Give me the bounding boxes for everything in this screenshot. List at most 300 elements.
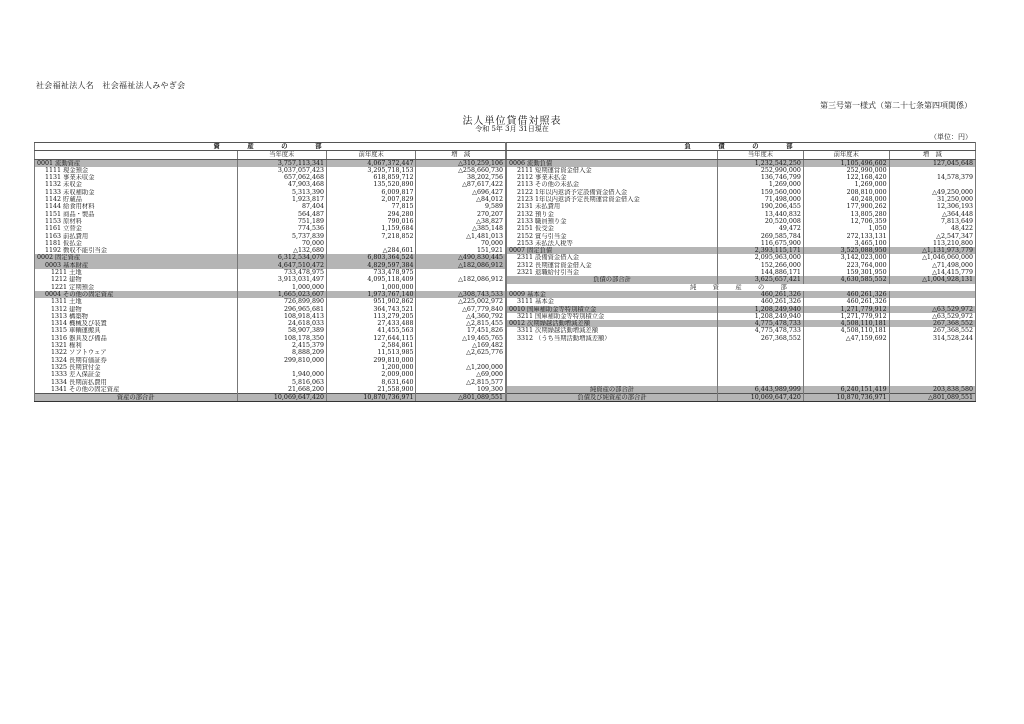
current-value: 267,368,552	[718, 335, 804, 342]
previous-value: 6,009,817	[327, 189, 416, 196]
current-value	[718, 349, 804, 356]
current-value: 49,472	[718, 225, 804, 232]
previous-value: 8,631,640	[327, 379, 416, 386]
previous-value: 1,269,000	[803, 181, 889, 188]
table-row	[35, 269, 506, 276]
current-value: 159,560,000	[718, 189, 804, 196]
current-value: 460,261,326	[718, 291, 804, 298]
account-name: 1313 構築物	[35, 313, 238, 320]
current-value: 3,625,657,421	[718, 276, 804, 283]
account-name: 1131 事業未収金	[35, 174, 238, 181]
previous-value: 618,859,712	[327, 174, 416, 181]
previous-value: △47,159,692	[803, 335, 889, 342]
table-row	[35, 379, 506, 386]
column-header: 当年度末	[237, 151, 326, 159]
account-name: 1153 原材料	[35, 218, 238, 225]
table-row	[507, 167, 976, 174]
table-row	[507, 276, 976, 283]
current-value: 58,907,389	[237, 327, 326, 334]
current-value: 2,415,379	[237, 342, 326, 349]
corporation-name: 社会福祉法人名 社会福祉法人みやぎ会	[36, 81, 186, 90]
change-value: △2,547,347	[889, 233, 975, 240]
previous-value: 4,829,597,384	[327, 262, 416, 269]
current-value: 6,312,534,079	[237, 254, 326, 261]
account-name	[507, 371, 718, 378]
table-row	[35, 159, 506, 167]
current-value: 71,498,000	[718, 196, 804, 203]
table-row	[507, 386, 976, 394]
change-value: 9,589	[416, 203, 506, 210]
current-value: 460,261,326	[718, 298, 804, 305]
previous-value: 135,520,890	[327, 181, 416, 188]
current-value: 87,404	[237, 203, 326, 210]
change-value: △84,012	[416, 196, 506, 203]
total-previous: 10,870,736,971	[803, 394, 889, 402]
table-row	[507, 247, 976, 254]
previous-value: 4,508,110,181	[803, 327, 889, 334]
account-name: 2113 その他の未払金	[507, 181, 718, 188]
current-value: 1,269,000	[718, 181, 804, 188]
table-row	[35, 240, 506, 247]
previous-value: 2,009,000	[327, 371, 416, 378]
change-value: 38,202,756	[416, 174, 506, 181]
current-value: 3,913,031,497	[237, 276, 326, 283]
account-name: 1334 長期前払費用	[35, 379, 238, 386]
change-value: △2,815,455	[416, 320, 506, 327]
change-value	[889, 181, 975, 188]
account-name	[507, 357, 718, 364]
account-name: 1221 定期預金	[35, 284, 238, 291]
current-value: 269,585,784	[718, 233, 804, 240]
previous-value: 4,630,585,552	[803, 276, 889, 283]
assets-table	[34, 142, 506, 402]
change-value: △69,000	[416, 371, 506, 378]
change-value: 17,451,826	[416, 327, 506, 334]
previous-value: 3,295,718,153	[327, 167, 416, 174]
change-value	[889, 342, 975, 349]
account-name: 1142 貯蔵品	[35, 196, 238, 203]
account-name: 1311 土地	[35, 298, 238, 305]
account-name: 1315 車輌運搬具	[35, 327, 238, 334]
column-header: 前年度末	[803, 151, 889, 159]
previous-value: 127,644,115	[327, 335, 416, 342]
previous-value: 177,900,262	[803, 203, 889, 210]
previous-value: 40,248,000	[803, 196, 889, 203]
table-row	[35, 203, 506, 210]
current-value: 1,208,249,940	[718, 313, 804, 320]
account-name: 3312 （うち当期活動増減差額）	[507, 335, 718, 342]
table-row	[35, 254, 506, 261]
liabilities-section-header	[507, 143, 976, 151]
previous-value: 1,050	[803, 225, 889, 232]
current-value: 2,095,963,000	[718, 254, 804, 261]
table-row	[35, 211, 506, 218]
table-row	[507, 225, 976, 232]
account-name: 1212 建物	[35, 276, 238, 283]
change-value	[889, 371, 975, 378]
current-value: △132,680	[237, 247, 326, 254]
previous-value: 13,805,280	[803, 211, 889, 218]
previous-value: 2,007,829	[327, 196, 416, 203]
current-value: 5,737,839	[237, 233, 326, 240]
change-value: △63,529,972	[889, 306, 975, 313]
table-row	[35, 276, 506, 283]
account-name	[507, 379, 718, 386]
table-row	[35, 181, 506, 188]
previous-value: 208,810,000	[803, 189, 889, 196]
table-row	[35, 291, 506, 298]
report-date: 令和 5年 3月 31日現在	[475, 125, 549, 133]
table-row	[507, 320, 976, 327]
account-name: 2132 預り金	[507, 211, 718, 218]
table-row	[35, 196, 506, 203]
table-row	[35, 327, 506, 334]
account-name: 純資産の部合計	[507, 386, 718, 394]
document-title: 法人単位貸借対照表	[462, 116, 562, 127]
account-name: 1161 立替金	[35, 225, 238, 232]
table-row	[507, 181, 976, 188]
account-name: 1325 長期貸付金	[35, 364, 238, 371]
previous-value: 294,280	[327, 211, 416, 218]
change-value	[889, 364, 975, 371]
current-value: 116,675,900	[718, 240, 804, 247]
current-value: 1,232,542,250	[718, 159, 804, 167]
table-row	[507, 313, 976, 320]
column-header: 増 減	[889, 151, 975, 159]
previous-value: 299,810,000	[327, 357, 416, 364]
account-name: 1314 機械及び装置	[35, 320, 238, 327]
section-label: 純 資 産 の 部	[507, 284, 976, 291]
previous-value: 460,261,326	[803, 298, 889, 305]
table-row	[507, 218, 976, 225]
current-value: 751,189	[237, 218, 326, 225]
table-row	[35, 167, 506, 174]
table-row	[35, 313, 506, 320]
current-value	[718, 357, 804, 364]
column-header: 前年度末	[327, 151, 416, 159]
change-value	[889, 167, 975, 174]
previous-value: 272,133,131	[803, 233, 889, 240]
table-row	[507, 371, 976, 378]
table-row	[35, 357, 506, 364]
current-value: 5,816,063	[237, 379, 326, 386]
account-name: 2111 短期運営資金借入金	[507, 167, 718, 174]
previous-value: 6,803,364,524	[327, 254, 416, 261]
unit-label: （単位：円）	[930, 133, 972, 141]
previous-value	[803, 357, 889, 364]
table-row	[35, 320, 506, 327]
table-row	[35, 189, 506, 196]
account-name: 1211 土地	[35, 269, 238, 276]
table-row	[35, 284, 506, 291]
change-value: 314,528,244	[889, 335, 975, 342]
table-row	[35, 218, 506, 225]
liabilities-table	[506, 142, 976, 402]
liabilities-total-row	[507, 394, 976, 402]
previous-value: 113,279,205	[327, 313, 416, 320]
previous-value: 27,433,488	[327, 320, 416, 327]
liabilities-header-label: 負 債 の 部	[507, 143, 976, 151]
account-name: 2133 職員預り金	[507, 218, 718, 225]
account-name: 1322 ソフトウェア	[35, 349, 238, 356]
change-value: 203,838,580	[889, 386, 975, 394]
account-name	[507, 342, 718, 349]
change-value: △1,004,928,131	[889, 276, 975, 283]
total-previous: 10,870,736,971	[327, 394, 416, 402]
table-row	[507, 364, 976, 371]
current-value: 1,940,000	[237, 371, 326, 378]
account-name: 2153 未払法人税等	[507, 240, 718, 247]
change-value	[889, 298, 975, 305]
change-value: △4,360,792	[416, 313, 506, 320]
account-name: 1111 現金預金	[35, 167, 238, 174]
account-name: 負債の部合計	[507, 276, 718, 283]
current-value: 252,990,000	[718, 167, 804, 174]
change-value: △19,465,765	[416, 335, 506, 342]
current-value: 8,888,209	[237, 349, 326, 356]
table-row	[507, 189, 976, 196]
current-value: 4,775,478,733	[718, 327, 804, 334]
current-value: 564,487	[237, 211, 326, 218]
account-name: 3211 国庫補助金等特別積立金	[507, 313, 718, 320]
account-name: 3111 基本金	[507, 298, 718, 305]
current-value: 3,757,113,341	[237, 159, 326, 167]
account-name: 2151 仮受金	[507, 225, 718, 232]
assets-total-row	[35, 394, 506, 402]
change-value: 270,207	[416, 211, 506, 218]
account-name: 1133 未収補助金	[35, 189, 238, 196]
current-value	[237, 364, 326, 371]
account-name: 3311 次期繰越活動増減差額	[507, 327, 718, 334]
table-row	[507, 159, 976, 167]
change-value: △1,131,973,779	[889, 247, 975, 254]
total-label: 資産の部合計	[35, 394, 238, 402]
account-name: 1192 徴収不能引当金	[35, 247, 238, 254]
current-value: 657,062,468	[237, 174, 326, 181]
current-value: 108,918,413	[237, 313, 326, 320]
account-name: 2122 1年以内返済予定設備資金借入金	[507, 189, 718, 196]
previous-value: 6,240,151,419	[803, 386, 889, 394]
current-value: 4,647,510,472	[237, 262, 326, 269]
table-row	[35, 262, 506, 269]
account-name: 0012 次期繰越活動増減差額	[507, 320, 718, 327]
previous-value: 364,743,521	[327, 306, 416, 313]
account-name: 0006 流動負債	[507, 159, 718, 167]
previous-value: 252,990,000	[803, 167, 889, 174]
previous-value: 1,271,779,912	[803, 306, 889, 313]
table-row	[35, 225, 506, 232]
table-row	[35, 349, 506, 356]
account-name: 1316 器具及び備品	[35, 335, 238, 342]
current-value	[718, 379, 804, 386]
previous-value: 7,218,852	[327, 233, 416, 240]
change-value: △1,200,000	[416, 364, 506, 371]
current-value: 20,520,008	[718, 218, 804, 225]
previous-value: 12,706,359	[803, 218, 889, 225]
table-row	[35, 364, 506, 371]
table-row	[35, 342, 506, 349]
account-name: 2321 退職給付引当金	[507, 269, 718, 276]
change-value: △2,625,776	[416, 349, 506, 356]
table-row	[507, 174, 976, 181]
change-value: △1,481,013	[416, 233, 506, 240]
previous-value: 223,764,000	[803, 262, 889, 269]
table-row	[507, 203, 976, 210]
table-row	[507, 327, 976, 334]
account-name: 2112 事業未払金	[507, 174, 718, 181]
table-row	[507, 291, 976, 298]
current-value: 1,923,817	[237, 196, 326, 203]
table-row	[507, 211, 976, 218]
change-value: 127,045,648	[889, 159, 975, 167]
change-value: △1,046,060,000	[889, 254, 975, 261]
change-value	[416, 269, 506, 276]
total-change: △801,089,551	[416, 394, 506, 402]
column-header: 当年度末	[718, 151, 804, 159]
table-row	[507, 298, 976, 305]
change-value	[416, 357, 506, 364]
form-number: 第三号第一様式（第二十七条第四項関係）	[820, 101, 972, 110]
table-row	[35, 371, 506, 378]
previous-value: 1,159,684	[327, 225, 416, 232]
table-row	[35, 174, 506, 181]
total-current: 10,069,647,420	[237, 394, 326, 402]
change-value: △225,002,972	[416, 298, 506, 305]
account-name: 1144 給食用材料	[35, 203, 238, 210]
table-row	[507, 335, 976, 342]
account-name: 0003 基本財産	[35, 262, 238, 269]
current-value: 21,668,200	[237, 386, 326, 394]
balance-sheet	[34, 142, 976, 402]
change-value: 113,210,800	[889, 240, 975, 247]
previous-value: 790,016	[327, 218, 416, 225]
change-value: 12,306,193	[889, 203, 975, 210]
previous-value: 1,271,779,912	[803, 313, 889, 320]
current-value: 1,665,023,607	[237, 291, 326, 298]
current-value: 4,775,478,733	[718, 320, 804, 327]
previous-value: 3,525,088,950	[803, 247, 889, 254]
change-value: 70,000	[416, 240, 506, 247]
assets-section-header	[35, 143, 506, 151]
account-name: 1132 未収金	[35, 181, 238, 188]
table-row	[35, 386, 506, 394]
previous-value: 1,000,000	[327, 284, 416, 291]
change-value	[889, 291, 975, 298]
account-name: 1163 前払費用	[35, 233, 238, 240]
previous-value: 21,558,900	[327, 386, 416, 394]
change-value: 7,813,649	[889, 218, 975, 225]
table-row	[507, 269, 976, 276]
account-name: 1341 その他の固定資産	[35, 386, 238, 394]
account-name: 0004 その他の固定資産	[35, 291, 238, 298]
table-row	[507, 262, 976, 269]
account-name	[507, 349, 718, 356]
previous-value: 11,513,985	[327, 349, 416, 356]
previous-value: 159,301,950	[803, 269, 889, 276]
table-row	[507, 254, 976, 261]
total-change: △801,089,551	[889, 394, 975, 402]
change-value: △87,617,422	[416, 181, 506, 188]
previous-value: 1,105,496,602	[803, 159, 889, 167]
current-value: 1,000,000	[237, 284, 326, 291]
change-value: △258,660,730	[416, 167, 506, 174]
column-header: 増 減	[416, 151, 506, 159]
change-value: 14,578,379	[889, 174, 975, 181]
change-value: 151,921	[416, 247, 506, 254]
change-value: △71,498,000	[889, 262, 975, 269]
current-value: 1,208,249,940	[718, 306, 804, 313]
previous-value: 951,902,862	[327, 298, 416, 305]
change-value: 267,368,552	[889, 327, 975, 334]
table-row	[507, 357, 976, 364]
table-row	[507, 342, 976, 349]
previous-value: △284,601	[327, 247, 416, 254]
current-value: 3,037,057,423	[237, 167, 326, 174]
current-value	[718, 342, 804, 349]
total-current: 10,069,647,420	[718, 394, 804, 402]
account-name: 2312 長期運営資金借入金	[507, 262, 718, 269]
change-value: △308,743,533	[416, 291, 506, 298]
assets-column-headers	[35, 151, 506, 159]
previous-value: 460,261,326	[803, 291, 889, 298]
table-row	[507, 196, 976, 203]
current-value: 24,618,033	[237, 320, 326, 327]
assets-header-label: 資 産 の 部	[35, 143, 506, 151]
account-name: 1321 権利	[35, 342, 238, 349]
previous-value: 41,455,563	[327, 327, 416, 334]
change-value	[889, 357, 975, 364]
account-name: 0007 固定負債	[507, 247, 718, 254]
previous-value	[803, 349, 889, 356]
current-value: 136,746,799	[718, 174, 804, 181]
previous-value	[803, 342, 889, 349]
change-value: △14,415,779	[889, 269, 975, 276]
current-value: 5,313,390	[237, 189, 326, 196]
previous-value: 4,095,118,409	[327, 276, 416, 283]
previous-value: 3,465,100	[803, 240, 889, 247]
previous-value	[803, 379, 889, 386]
account-name: 0001 流動資産	[35, 159, 238, 167]
previous-value	[327, 240, 416, 247]
total-label: 負債及び純資産の部合計	[507, 394, 718, 402]
change-value: △385,148	[416, 225, 506, 232]
previous-value: 1,200,000	[327, 364, 416, 371]
table-row	[35, 298, 506, 305]
current-value: 726,899,890	[237, 298, 326, 305]
change-value: △364,448	[889, 211, 975, 218]
change-value: 267,368,552	[889, 320, 975, 327]
change-value: △182,086,912	[416, 276, 506, 283]
change-value: △182,086,912	[416, 262, 506, 269]
current-value: 70,000	[237, 240, 326, 247]
table-row	[507, 233, 976, 240]
account-name: 2152 賞与引当金	[507, 233, 718, 240]
previous-value	[803, 371, 889, 378]
current-value: 733,478,975	[237, 269, 326, 276]
current-value	[718, 364, 804, 371]
table-row	[35, 247, 506, 254]
change-value: △67,779,840	[416, 306, 506, 313]
current-value: 6,443,989,999	[718, 386, 804, 394]
table-row	[35, 335, 506, 342]
change-value	[889, 379, 975, 386]
table-row	[507, 306, 976, 313]
change-value: △38,827	[416, 218, 506, 225]
account-name: 0009 基本金	[507, 291, 718, 298]
change-value: △696,427	[416, 189, 506, 196]
previous-value: 2,584,861	[327, 342, 416, 349]
account-name: 2311 設備資金借入金	[507, 254, 718, 261]
